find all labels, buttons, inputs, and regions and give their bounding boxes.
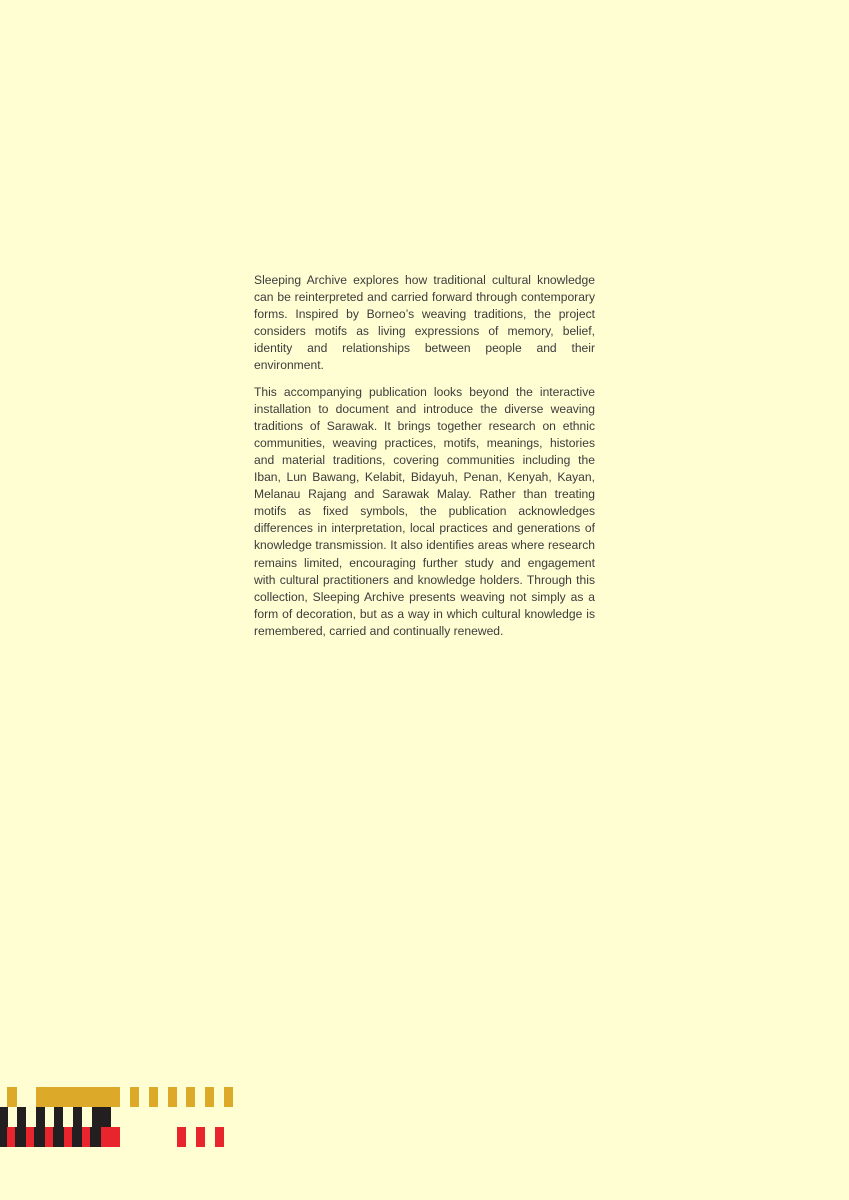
red-block bbox=[7, 1127, 15, 1147]
red-block bbox=[196, 1127, 205, 1147]
gold-block bbox=[149, 1087, 158, 1107]
red-row bbox=[0, 1127, 224, 1147]
woven-motif-pattern bbox=[0, 1087, 240, 1149]
red-block bbox=[64, 1127, 72, 1147]
red-block bbox=[215, 1127, 224, 1147]
gold-block bbox=[7, 1087, 17, 1107]
red-block bbox=[45, 1127, 53, 1147]
body-text bbox=[254, 272, 595, 649]
gold-bar bbox=[36, 1087, 120, 1107]
black-block bbox=[54, 1107, 63, 1127]
gold-block bbox=[205, 1087, 214, 1107]
black-block bbox=[17, 1107, 26, 1127]
red-block bbox=[177, 1127, 186, 1147]
gold-block bbox=[224, 1087, 233, 1107]
paragraph-intro: Sleeping Archive explores how traditional cultural knowledge can be reinterpreted and carried forward through contemporary forms. Inspired by Borneo’s weaving traditions, the project considers motifs as living expressions of memory, belief, identity and relationships between people and their environment. bbox=[254, 273, 595, 373]
woven-motif-graphic bbox=[0, 1087, 240, 1149]
black-block bbox=[73, 1107, 82, 1127]
gold-block bbox=[130, 1087, 139, 1107]
red-block bbox=[26, 1127, 34, 1147]
black-block bbox=[0, 1107, 8, 1127]
black-block bbox=[36, 1107, 45, 1127]
gold-block bbox=[168, 1087, 177, 1107]
black-row bbox=[0, 1107, 111, 1127]
red-block bbox=[82, 1127, 90, 1147]
red-block bbox=[101, 1127, 120, 1147]
black-block bbox=[92, 1107, 111, 1127]
gold-row bbox=[7, 1087, 233, 1107]
gold-block bbox=[186, 1087, 195, 1107]
paragraph-publication: This accompanying publication looks beyond the interactive installation to document and introduce the diverse weaving traditions of Sarawak. It brings together research on ethnic communities, weaving practices, motifs, meanings, histories and material traditions, covering communities including the Iban, Lun Bawang, Kelabit, Bidayuh, Penan, Kenyah, Kayan, Melanau Rajang and Sarawak Malay. Rather than treating motifs as fixed symbols, the publication acknowledges differences in interpretation, local practices and generations of knowledge transmission. It also identifies areas where research remains limited, encouraging further study and engagement with cultural practitioners and knowledge holders. Through this collection, Sleeping Archive presents weaving not simply as a form of decoration, but as a way in which cultural knowledge is remembered, carried and continually renewed. bbox=[254, 384, 595, 638]
